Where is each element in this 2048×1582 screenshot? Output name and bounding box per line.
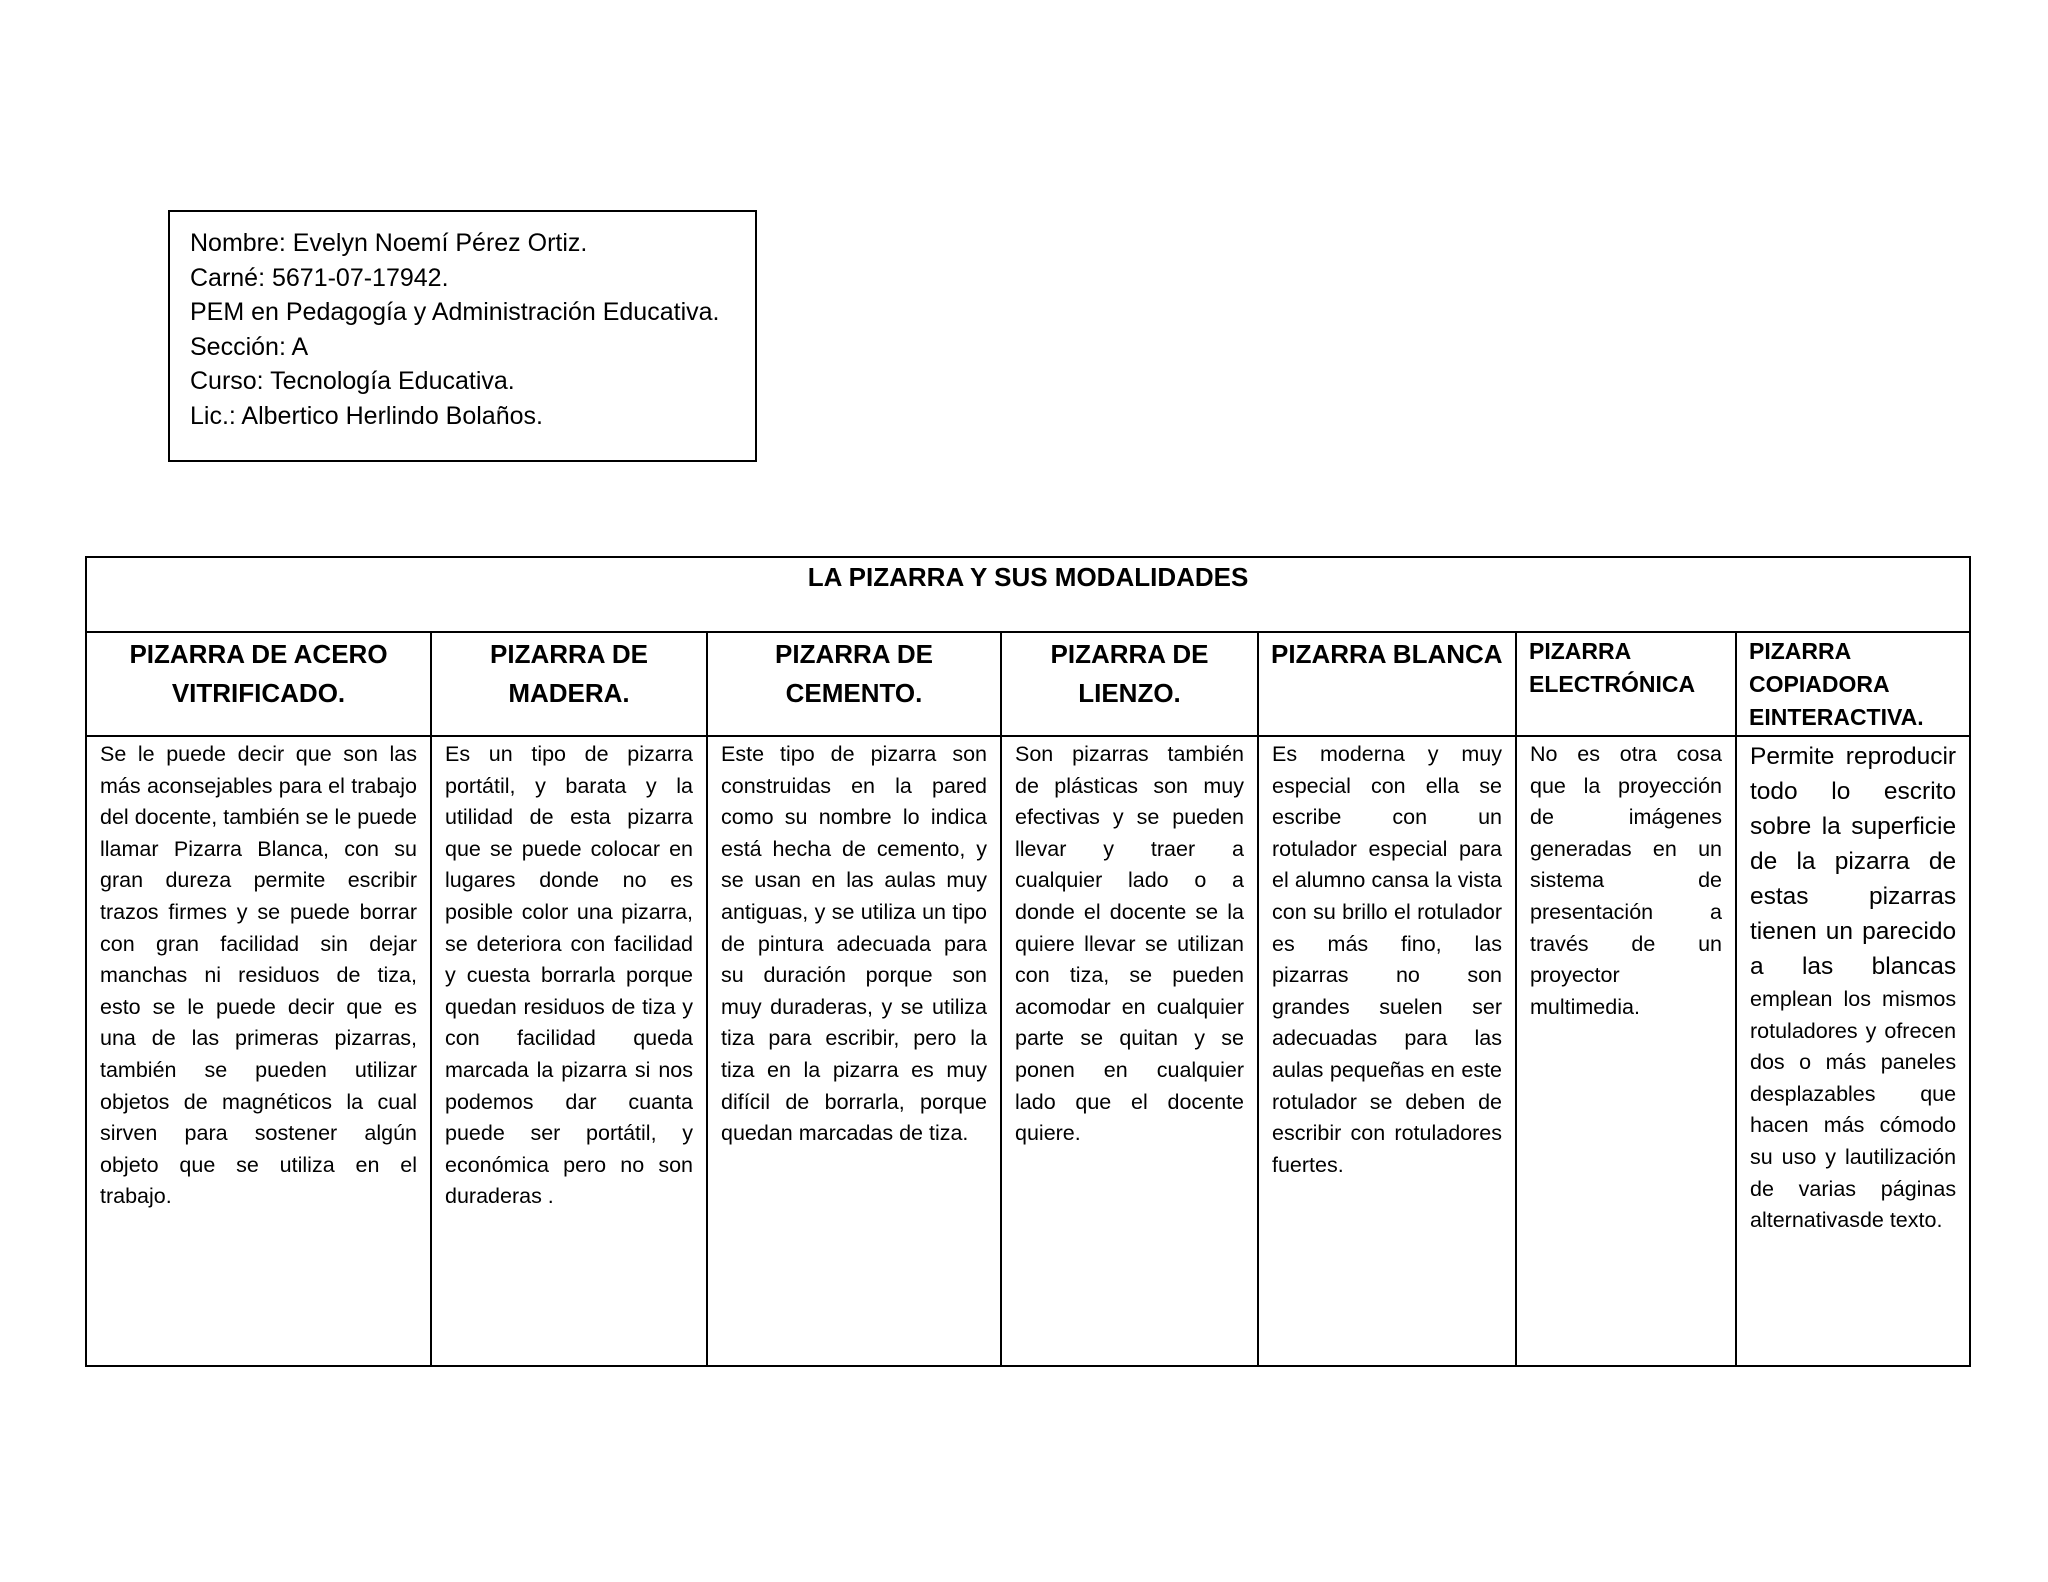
student-program: PEM en Pedagogía y Administración Educativa. — [190, 298, 720, 326]
header-copiadora-interactiva: PIZARRA COPIADORA EINTERACTIVA. — [1736, 632, 1970, 736]
header-lienzo: PIZARRA DE LIENZO. — [1001, 632, 1258, 736]
table-title-row — [86, 557, 1970, 632]
header-cemento: PIZARRA DE CEMENTO. — [707, 632, 1001, 736]
whiteboard-modalities-table — [85, 556, 1971, 1367]
student-professor: Lic.: Albertico Herlindo Bolaños. — [190, 401, 543, 430]
header-acero-vitrificado: PIZARRA DE ACERO VITRIFICADO. — [86, 632, 431, 736]
description-blanca: Es moderna y muy especial con ella se escribe con un rotulador especial para el alumno cansa la vista con su brillo el rotulador es más fino, las pizarras no son grandes suelen ser adecuadas para las aulas pequeñas en este rotulador se deben de escribir con rotuladores fuertes. — [1258, 736, 1516, 1366]
header-blanca: PIZARRA BLANCA — [1258, 632, 1516, 736]
student-name: Nombre: Evelyn Noemí Pérez Ortiz. — [190, 229, 588, 257]
student-id: Carné: 5671-07-17942. — [190, 263, 449, 292]
description-acero-vitrificado: Se le puede decir que son las más aconsejables para el trabajo del docente, también se le puede llamar Pizarra Blanca, con su gran dureza permite escribir trazos firmes y se puede borrar con gran facilidad sin dejar manchas ni residuos de tiza, esto se le puede decir que es una de las primeras pizarras, también se pueden utilizar objetos de magnéticos la cual sirven para sostener algún objeto que se utiliza en el trabajo. — [86, 736, 431, 1366]
student-info-box — [168, 210, 757, 462]
description-copiadora-small-text: emplean los mismos rotuladores y ofrecen dos o más paneles desplazables que hacen más cómodo su uso y lautilización de varias páginas alternativasde texto. — [1750, 987, 1957, 1233]
table-header-row — [86, 632, 1970, 736]
table-body-row — [86, 736, 1970, 1366]
student-section: Sección: A — [190, 332, 309, 361]
description-madera: Es un tipo de pizarra portátil, y barata y la utilidad de esta pizarra que se puede colocar en lugares donde no es posible color una pizarra, se deteriora con facilidad y cuesta borrarla porque quedan residuos de tiza y con facilidad queda marcada la pizarra si nos podemos dar cuanta puede ser portátil, y económica pero no son duraderas . — [431, 736, 707, 1366]
header-madera: PIZARRA DE MADERA. — [431, 632, 707, 736]
header-electronica: PIZARRA ELECTRÓNICA — [1516, 632, 1736, 736]
description-cemento: Este tipo de pizarra son construidas en la pared como su nombre lo indica está hecha de cemento, y se usan en las aulas muy antiguas, y se utiliza un tipo de pintura adecuada para su duración porque son muy duraderas, y se utiliza tiza para escribir, pero la tiza en la pizarra es muy difícil de borrarla, porque quedan marcadas de tiza. — [707, 736, 1001, 1366]
student-course: Curso: Tecnología Educativa. — [190, 367, 515, 395]
description-copiadora-interactiva — [1736, 736, 1970, 1366]
description-copiadora-large-text: Permite reproducir todo lo escrito sobre la superficie de la pizarra de estas pizarras tienen un parecido a las blancas — [1750, 743, 1957, 980]
description-electronica: No es otra cosa que la proyección de imágenes generadas en un sistema de presentación a través de un proyector multimedia. — [1516, 736, 1736, 1366]
table-title: LA PIZARRA Y SUS MODALIDADES — [86, 557, 1970, 632]
description-lienzo: Son pizarras también de plásticas son muy efectivas y se pueden llevar y traer a cualquier lado o a donde el docente se la quiere llevar se utilizan con tiza, se pueden acomodar en cualquier parte se quitan y se ponen en cualquier lado que el docente quiere. — [1001, 736, 1258, 1366]
